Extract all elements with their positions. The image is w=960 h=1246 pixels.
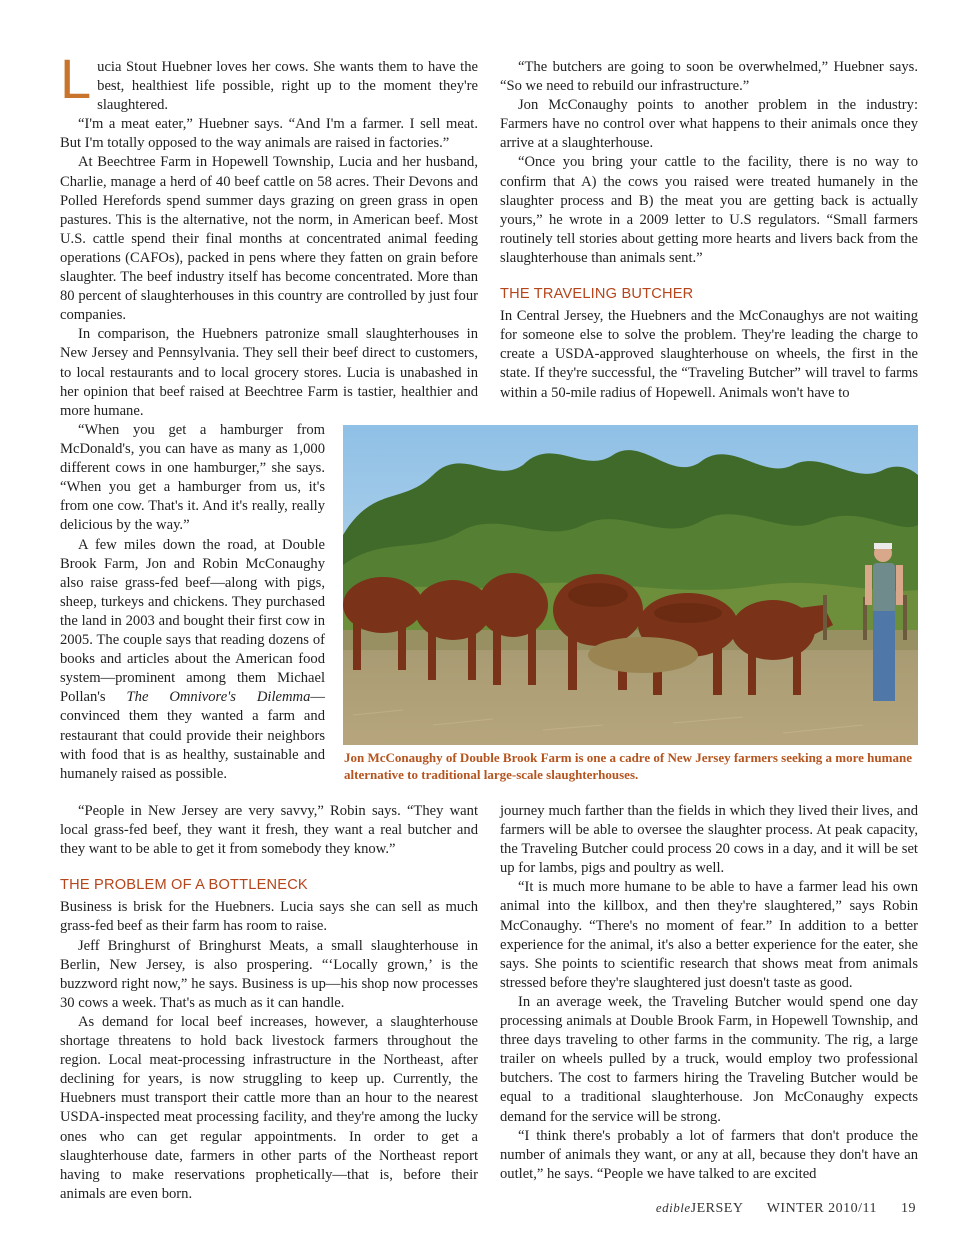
farm-cattle-photo [343, 425, 918, 745]
left-column-top [60, 47, 478, 421]
book-title: The Omnivore's Dilemma [126, 689, 311, 706]
body-paragraph: At Beechtree Farm in Hopewell Township, Lucia and her husband, Charlie, manage a herd of 40 beef cattle on 58 acres. Their Devons and Polled Herefords spend summer days grazing on green grass in open pastures. This is the alternative, not the norm, in American beef. Most U.S. cattle spend their final months at concentrated animal feeding operations (CAFOs), packed in pens where they fatten on grain before slaughter. The beef industry itself has become concentrated. More than 80 percent of slaughterhouses in this country are controlled by just four companies. [60, 154, 478, 324]
body-paragraph: “People in New Jersey are very savvy,” Robin says. “They want local grass-fed beef, they want it fresh, they want a real butcher and they want to be able to get it from somebody they know.” [60, 803, 478, 858]
body-paragraph: “It is much more humane to be able to have a farmer lead his own animal into the killbox, and then they're slaughtered,” says Robin McConaughy. “There's no moment of fear.” In addition to a better experience for the animal, it's also a better experience for the eater, she says. She points to scientific research that shows meat from animals stressed before they're slaughtered just doesn't taste as good. [500, 879, 918, 991]
drop-cap: L [60, 47, 92, 110]
photo-illustration [343, 425, 918, 745]
right-column-top [500, 58, 918, 403]
body-paragraph: In an average week, the Traveling Butcher would spend one day processing animals at Double Brook Farm, in Hopewell Township, and three days traveling to other farms in the community. The rig, a large trailer on wheels pulled by a truck, would employ two professional butchers. The cost to farmers hiring the Traveling Butcher would be equal to a traditional slaughterhouse. Jon McConaughy expects demand for the service will be strong. [500, 993, 918, 1125]
body-paragraph: “Once you bring your cattle to the facility, there is no way to confirm that A) the cows you raised were treated humanely in the slaughter process and B) the meat you are getting back is actually yours,” he wrote in a 2009 letter to U.S regulators. “Small farmers routinely tell stories about getting more hearts and livers back from the slaughterhouse than animals sent.” [500, 154, 918, 266]
section-heading-bottleneck: THE PROBLEM OF A BOTTLENECK [60, 877, 308, 894]
left-column-bottom [60, 802, 478, 1204]
opening-paragraph: Lucia Stout Huebner loves her cows. She wants them to have the best, healthiest life possible, right up to the moment they're slaughtered. [60, 47, 478, 114]
body-paragraph: Business is brisk for the Huebners. Lucia says she can sell as much grass-fed beef as their farm has room to raise. [60, 899, 478, 935]
body-paragraph: “I think there's probably a lot of farmers that don't produce the number of animals they want, or any at all, because they don't have an outlet,” he says. “People we have talked to are excited [500, 1127, 918, 1182]
body-paragraph: journey much farther than the fields in which they lived their lives, and farmers will be able to oversee the slaughter process. At peak capacity, the Traveling Butcher could process 20 cows in a day, and it will be set up for lambs, pigs and poultry as well. [500, 803, 918, 877]
magazine-brand-italic: edible [655, 1200, 691, 1215]
section-heading-traveling-butcher: THE TRAVELING BUTCHER [500, 286, 694, 303]
issue-label: WINTER 2010/11 [766, 1201, 877, 1216]
body-paragraph: Jon McConaughy points to another problem in the industry: Farmers have no control over what happens to their animals once they arrive at a slaughterhouse. [500, 97, 918, 152]
page-footer [656, 1200, 916, 1217]
body-paragraph: “The butchers are going to soon be overwhelmed,” Huebner says. “So we need to rebuild our infrastructure.” [500, 59, 918, 95]
right-column-bottom [500, 802, 918, 1184]
body-paragraph: “When you get a hamburger from McDonald's, you can have as many as 1,000 different cows in one hamburger,” she says. “When you get a hamburger from us, it's from one cow. That's it. And it's really, really delicious by the way.” [60, 422, 325, 534]
body-paragraph: As demand for local beef increases, however, a slaughterhouse shortage threatens to hold back livestock farmers throughout the region. Local meat-processing infrastructure in the Northeast, after declining for years, is now struggling to keep up. Currently, the Huebners must transport their cattle more than an hour to the nearest USDA-inspected meat processing facility, and they're among the lucky ones who can get regular appointments. In order to get a slaughterhouse date, farmers in other parts of the Northeast report having to make reservations prophetically—that is, before their animals are even born. [60, 1013, 478, 1202]
body-paragraph: A few miles down the road, at Double Brook Farm, Jon and Robin McConaughy also raise grass-fed beef—along with pigs, sheep, turkeys and chickens. They purchased the land in 2003 and bought their first cow in 2005. The couple says that reading dozens of books and articles about the American food system—prominent among them Michael Pollan's The Omnivore's Dilemma—convinced them they wanted a farm and restaurant that could provide their neighbors with food that is as healthy, sustainable and humanely raised as possible. [60, 536, 325, 782]
body-paragraph: In Central Jersey, the Huebners and the McConaughys are not waiting for someone else to solve the problem. They're leading the charge to create a USDA-approved slaughterhouse on wheels, the first in the state. If they're successful, the “Traveling Butcher” will travel to farms within a 50-mile radius of Hopewell. Animals won't have to [500, 308, 918, 401]
photo-caption: Jon McConaughy of Double Brook Farm is one a cadre of New Jersey farmers seeking a more humane alternative to traditional large-scale slaughterhouses. [344, 750, 912, 782]
body-paragraph: “I'm a meat eater,” Huebner says. “And I'm a farmer. I sell meat. But I'm totally opposed to the way animals are raised in factories.” [60, 116, 478, 152]
magazine-brand-caps: JERSEY [690, 1201, 743, 1216]
left-column-narrow [60, 421, 325, 784]
body-paragraph: In comparison, the Huebners patronize small slaughterhouses in New Jersey and Pennsylvania. They sell their beef direct to customers, to local restaurants and to local grocery stores. Lucia is unabashed in her opinion that beef raised at Beechtree Farm is tastier, healthier and more humane. [60, 326, 478, 419]
body-paragraph: Jeff Bringhurst of Bringhurst Meats, a small slaughterhouse in Berlin, New Jersey, is also prospering. “‘Locally grown,’ is the buzzword right now,” he says. Business is up—his shop now processes 30 cows a week. That's as much as it can handle. [60, 937, 478, 1011]
page-number: 19 [901, 1201, 916, 1216]
